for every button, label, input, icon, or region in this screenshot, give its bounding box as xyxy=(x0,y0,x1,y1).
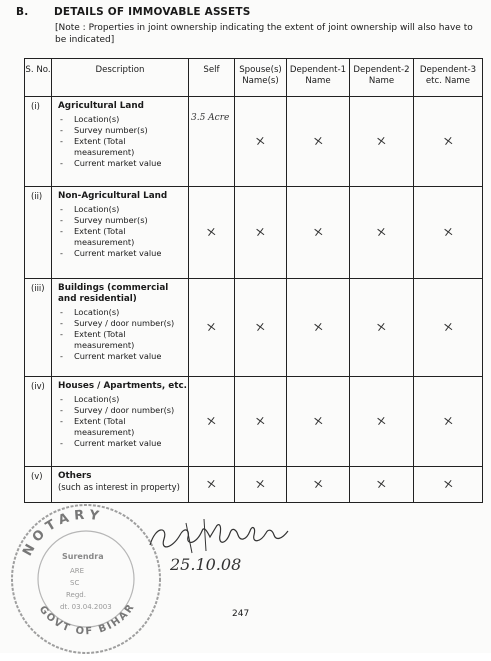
row-description xyxy=(52,187,189,279)
cross-mark: × xyxy=(205,319,218,336)
row-items xyxy=(52,114,188,169)
row-description xyxy=(52,97,189,187)
list-item: - Location(s) xyxy=(58,204,188,215)
header-spouse: Spouse(s) Name(s) xyxy=(235,59,287,97)
row-sno: (iv) xyxy=(25,377,52,467)
stamp-line: SC xyxy=(70,579,80,587)
list-item: - Survey number(s) xyxy=(58,125,188,136)
list-item: - Survey number(s) xyxy=(58,215,188,226)
row-items xyxy=(52,307,188,362)
cell-dependent-2 xyxy=(350,377,414,467)
cross-mark: × xyxy=(311,476,325,493)
list-item: - Current market value xyxy=(58,351,188,362)
cell-spouse xyxy=(235,187,287,279)
cell-dependent-2 xyxy=(350,97,414,187)
header-sno: S. No. xyxy=(25,59,52,97)
row-category-note: (such as interest in property) xyxy=(58,482,180,492)
immovable-assets-table xyxy=(24,58,483,503)
cell-dependent-1 xyxy=(287,97,350,187)
signature-date xyxy=(170,548,260,578)
handwritten-extent: 3.5 Acre xyxy=(191,113,230,123)
row-category: Agricultural Land xyxy=(58,101,144,111)
page-number: 247 xyxy=(232,609,250,619)
cell-dependent-2 xyxy=(350,187,414,279)
header-description: Description xyxy=(52,59,189,97)
list-item: - Location(s) xyxy=(58,114,188,125)
stamp-line: Regd. xyxy=(66,591,86,599)
cross-mark: × xyxy=(254,133,267,150)
cell-dependent-3 xyxy=(414,377,483,467)
cross-mark: × xyxy=(254,319,267,336)
cross-mark: × xyxy=(311,224,325,241)
cell-dependent-3 xyxy=(414,187,483,279)
cell-self xyxy=(189,187,235,279)
section-note: [Note : Properties in joint ownership indicating the extent of joint ownership will also have to be indicated] xyxy=(55,23,473,45)
row-category: Buildings (commercial and residential) xyxy=(58,283,169,304)
stamp-bottom-text: GOVT OF BIHAR xyxy=(36,601,138,638)
cross-mark: × xyxy=(441,319,455,336)
stamp-name: Surendra xyxy=(62,552,104,561)
list-item: - Extent (Total measurement) xyxy=(58,329,188,351)
cross-mark: × xyxy=(254,224,267,241)
list-item: - Current market value xyxy=(58,248,188,259)
cell-dependent-1 xyxy=(287,279,350,377)
cross-mark: × xyxy=(375,133,388,150)
table-row xyxy=(25,187,483,279)
cross-mark: × xyxy=(441,224,455,241)
cross-mark: × xyxy=(441,133,455,150)
cell-dependent-1 xyxy=(287,187,350,279)
section-heading xyxy=(16,6,251,18)
cross-mark: × xyxy=(375,476,388,493)
row-category: Non-Agricultural Land xyxy=(58,191,168,201)
list-item: - Current market value xyxy=(58,438,188,449)
row-items xyxy=(52,394,188,449)
cell-spouse xyxy=(235,97,287,187)
list-item: - Survey / door number(s) xyxy=(58,405,188,416)
cross-mark: × xyxy=(254,476,267,493)
cross-mark: × xyxy=(311,413,325,430)
cross-mark: × xyxy=(205,413,218,430)
row-description xyxy=(52,377,189,467)
table-row xyxy=(25,377,483,467)
stamp-top-text: NOTARY xyxy=(20,507,105,559)
table-header-row xyxy=(25,59,483,97)
header-dependent-2: Dependent-2 Name xyxy=(350,59,414,97)
cross-mark: × xyxy=(441,413,455,430)
cross-mark: × xyxy=(375,319,388,336)
cell-self xyxy=(189,97,235,187)
table-row xyxy=(25,279,483,377)
cell-dependent-3 xyxy=(414,279,483,377)
row-sno: (iii) xyxy=(25,279,52,377)
cross-mark: × xyxy=(375,413,388,430)
stamp-line: dt. 03.04.2003 xyxy=(60,603,112,611)
signature-date-text: 25.10.08 xyxy=(170,555,242,574)
list-item: - Location(s) xyxy=(58,394,188,405)
cross-mark: × xyxy=(311,133,325,150)
header-dependent-3: Dependent-3 etc. Name xyxy=(414,59,483,97)
list-item: - Extent (Total measurement) xyxy=(58,416,188,438)
row-description xyxy=(52,279,189,377)
cell-self xyxy=(189,279,235,377)
list-item: - Survey / door number(s) xyxy=(58,318,188,329)
list-item: - Current market value xyxy=(58,158,188,169)
cross-mark: × xyxy=(205,224,218,241)
list-item: - Location(s) xyxy=(58,307,188,318)
stamp-line: ARE xyxy=(70,567,85,575)
row-category: Others xyxy=(58,471,92,481)
row-sno: (i) xyxy=(25,97,52,187)
cell-self xyxy=(189,377,235,467)
cell-dependent-2 xyxy=(350,467,414,503)
cell-dependent-1 xyxy=(287,377,350,467)
row-category: Houses / Apartments, etc. xyxy=(58,381,187,391)
cross-mark: × xyxy=(254,413,267,430)
list-item: - Extent (Total measurement) xyxy=(58,226,188,248)
cross-mark: × xyxy=(205,476,218,493)
cell-self xyxy=(189,467,235,503)
table-row xyxy=(25,97,483,187)
cross-mark: × xyxy=(375,224,388,241)
header-dependent-1: Dependent-1 Name xyxy=(287,59,350,97)
row-sno: (ii) xyxy=(25,187,52,279)
cross-mark: × xyxy=(441,476,455,493)
cell-dependent-3 xyxy=(414,467,483,503)
cell-spouse xyxy=(235,467,287,503)
row-items xyxy=(52,204,188,259)
cell-dependent-1 xyxy=(287,467,350,503)
row-sno: (v) xyxy=(25,467,52,503)
cell-dependent-2 xyxy=(350,279,414,377)
cross-mark: × xyxy=(311,319,325,336)
cell-spouse xyxy=(235,377,287,467)
list-item: - Extent (Total measurement) xyxy=(58,136,188,158)
cell-spouse xyxy=(235,279,287,377)
header-self: Self xyxy=(189,59,235,97)
section-letter: B. xyxy=(16,6,29,18)
cell-dependent-3 xyxy=(414,97,483,187)
section-title: DETAILS OF IMMOVABLE ASSETS xyxy=(54,6,251,18)
